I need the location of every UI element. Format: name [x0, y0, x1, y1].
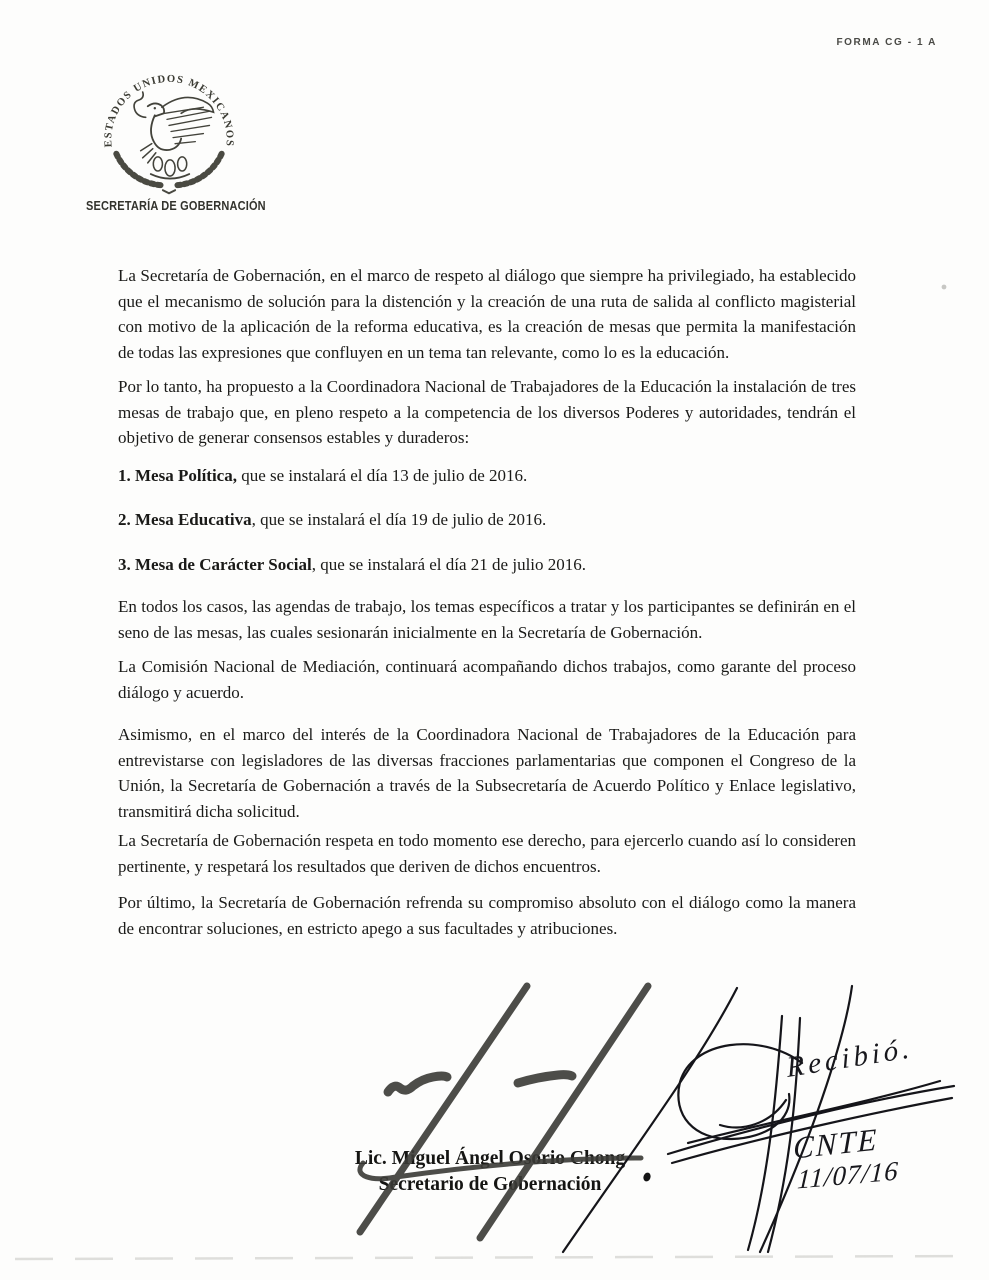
paragraph-7: Por último, la Secretaría de Gobernación refrenda su compromiso absoluto con el diálogo como la manera de encontrar soluciones, en estricto apego a sus facultades y atribuciones. — [118, 893, 856, 938]
scan-speck — [942, 285, 947, 290]
form-code-label: FORMA CG - 1 A — [836, 37, 937, 48]
signature-block — [300, 1146, 680, 1198]
coat-of-arms-seal — [88, 56, 250, 204]
paragraph-4: La Comisión Nacional de Mediación, continuará acompañando dichos trabajos, como garante del proceso diálogo y acuerdo. — [118, 657, 856, 702]
mesa-item-1 — [118, 463, 856, 489]
agency-label: SECRETARÍA DE GOBERNACIÓN — [86, 199, 266, 213]
signature-name: Lic. Miguel Ángel Osorio Chong — [354, 1148, 626, 1169]
paragraph-1: La Secretaría de Gobernación, en el marco de respeto al diálogo que siempre ha privilegiado, ha establecido que el mecanismo de solución para la distención y la creación de una ruta de salida al conflicto magisterial con motivo de la aplicación de la reforma educativa, es la creación de mesas que permita la manifestación de todas las expresiones que confluyen en un tema tan relevante, como lo es la educación. — [118, 266, 856, 362]
mesa-item-3-text: , que se instalará el día 21 de julio 2016. — [311, 554, 587, 574]
paragraph-6: La Secretaría de Gobernación respeta en todo momento ese derecho, para ejercerlo cuando así lo consideren pertinente, y respetará los resultados que deriven de dichos encuentros. — [118, 831, 856, 876]
mesa-item-3 — [118, 552, 856, 578]
signature-title: Secretario de Gobernación — [378, 1174, 602, 1195]
letter-body — [118, 263, 856, 941]
scribble-loop — [678, 1044, 802, 1139]
mesa-item-2 — [118, 507, 856, 533]
marker-strikes — [360, 986, 648, 1238]
eagle-seal-icon — [88, 56, 250, 204]
diagonal-strike-2 — [480, 986, 648, 1238]
ballpoint-scribble — [563, 986, 954, 1252]
mesa-item-3-title: 3. Mesa de Carácter Social — [118, 554, 312, 574]
mesa-item-1-title: 1. Mesa Política, — [118, 465, 237, 485]
handwriting-received-note: Recibió. — [785, 1032, 915, 1084]
scribble-vline-1 — [748, 1016, 782, 1250]
marker-dash-left — [388, 1076, 447, 1092]
marker-dash-right — [518, 1075, 572, 1083]
mesa-item-2-title: 2. Mesa Educativa — [118, 510, 252, 529]
scribble-x-line — [563, 988, 737, 1252]
scribble-loop-inner — [720, 1100, 786, 1127]
eagle-figure — [134, 92, 213, 179]
paragraph-2: Por lo tanto, ha propuesto a la Coordinadora Nacional de Trabajadores de la Educación la instalación de tres mesas de trabajo que, en pleno respeto a la competencia de los diversos Poderes y autoridades, tendrán el objetivo de generar consensos estables y duraderos: — [118, 377, 856, 447]
scribble-tall-line — [760, 986, 852, 1252]
paragraph-5: Asimismo, en el marco del interés de la Coordinadora Nacional de Trabajadores de la Educación para entrevistarse con legisladores de las diversas fracciones parlamentarias que componen el Congreso de la Unión, la Secretaría de Gobernación a través de la Subsecretaría de Acuerdo Político y Enlace legislativo, transmitirá dicha solicitud. — [118, 725, 856, 821]
handwriting-org-note: CNTE — [793, 1121, 879, 1166]
mesa-item-2-text: , que se instalará el día 19 de julio de 2016. — [251, 510, 547, 529]
handwriting-date-note: 11/07/16 — [796, 1155, 900, 1195]
bottom-scan-line — [15, 1256, 975, 1259]
paragraph-3: En todos los casos, las agendas de trabajo, los temas específicos a tratar y los participantes se definirán en el seno de las mesas, las cuales sesionarán inicialmente en la Secretaría de Gobernación. — [118, 597, 856, 642]
mesa-item-1-text: que se instalará el día 13 de julio de 2016. — [236, 465, 528, 485]
svg-text:ESTADOS UNIDOS MEXICANOS — [103, 74, 235, 148]
seal-circular-text: ESTADOS UNIDOS MEXICANOS — [103, 73, 235, 148]
